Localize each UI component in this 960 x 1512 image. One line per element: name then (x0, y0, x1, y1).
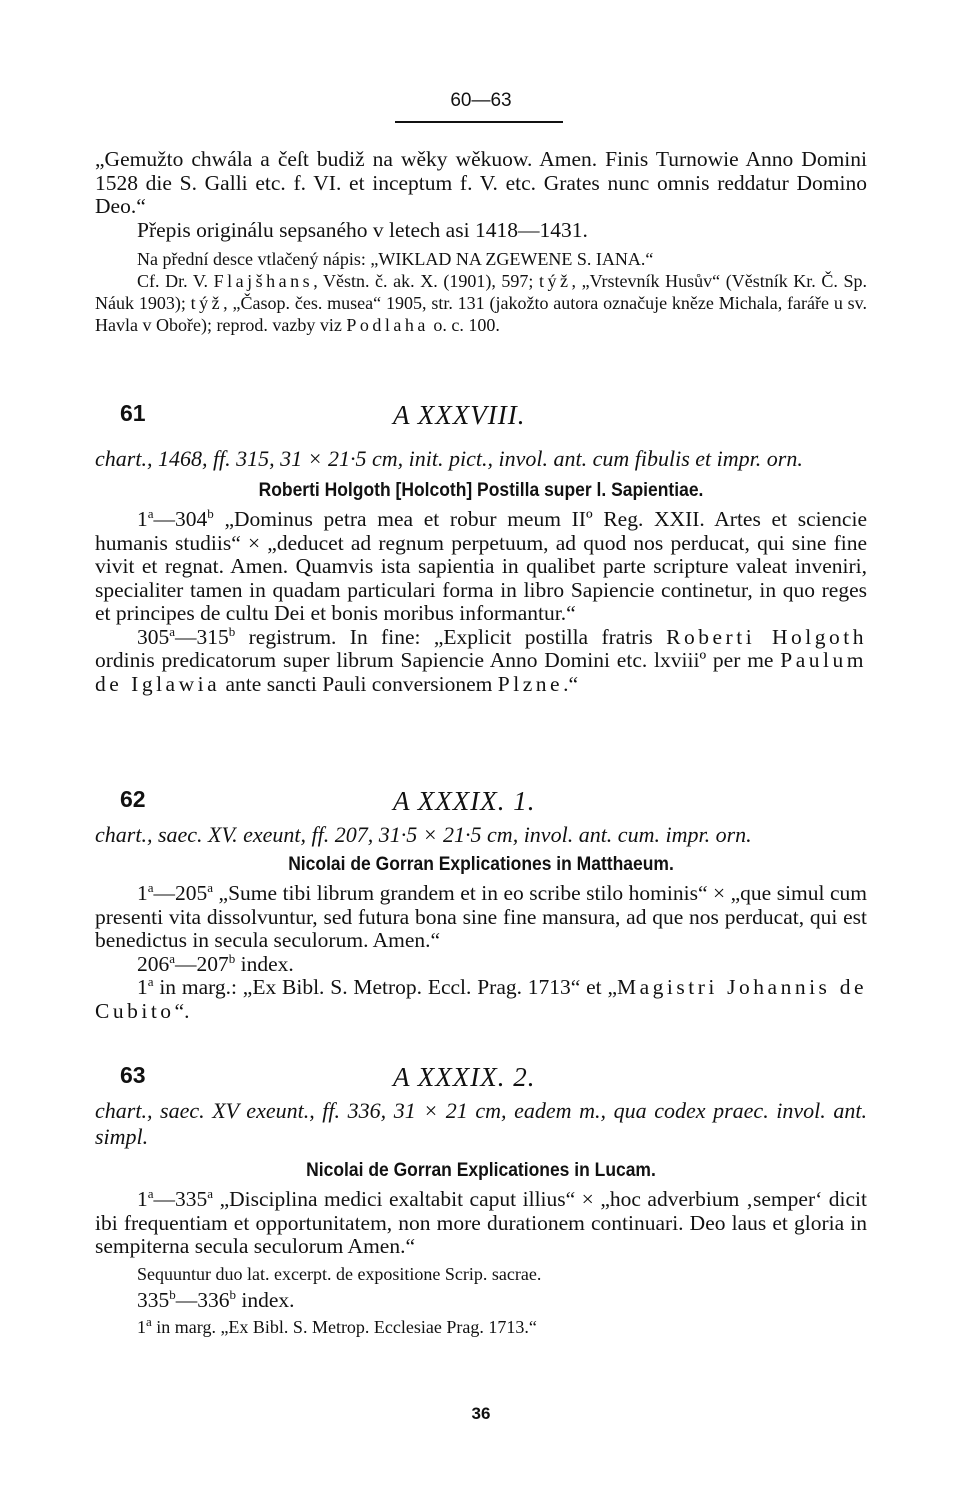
entry-number: 62 (120, 786, 146, 812)
copy-note: Přepis originálu sepsaného v letech asi 1418—1431. (137, 217, 588, 242)
entry-62-head (95, 786, 867, 816)
entry-61 (95, 446, 867, 696)
entry-paragraph: 305$^a$—315$^b$ registrum. In fine: „Explicit postilla fratris Roberti Holgoth ordinis predicatorum super librum Sapiencie Anno Domini etc. lxviiiº per me Paulum de Iglawia ante sancti Pauli conversionem Plzne.“ (95, 623, 867, 696)
author-name: Flajšhans (213, 271, 314, 291)
entry-63 (95, 1098, 867, 1338)
tyz: týž (190, 293, 224, 313)
entry-description: chart., saec. XV. exeunt, ff. 207, 31·5 × 21·5 cm, invol. ant. cum. impr. orn. (95, 822, 752, 847)
entry-paragraph: 1$^a$—304$^b$ „Dominus petra mea et robur meum IIº Reg. XXII. Artes et sciencie humanis studiis“ × „deducet ad regnum perpetuum, ad quod nos perducat, qui sine fine vivit et regnat. Amen. Quamvis ista sapientia in qualibet parte scripture valeat inveniri, specialiter tamen in quadam particulari forma in libro Sapiencie continetur, in quo reges et principes de cultu Dei et bonis moribus informantur.“ (95, 505, 867, 625)
entry-62 (95, 822, 867, 1023)
intro-quote: „Gemužto chwála a čeſt budiž na wěky wěkuow. Amen. Finis Turnowie Anno Domini 1528 die S. Galli etc. f. VI. et inceptum f. V. etc. Grates nunc omnis reddatur Domino Deo.“ (95, 147, 867, 218)
entry-number: 61 (120, 400, 146, 426)
cover-note: Na přední desce vtlačený nápis: „WIKLAD NA ZGEWENE S. IANA.“ (137, 249, 654, 269)
entry-title: Nicolai de Gorran Explicationes in Matthaeum. (288, 854, 674, 875)
entry-description: chart., saec. XV exeunt., ff. 336, 31 × 21 cm, eadem m., qua codex praec. invol. ant. simpl. (95, 1098, 867, 1149)
entry-paragraph: 1$^a$—205$^a$ „Sume tibi librum grandem et in eo scribe stilo hominis“ × „que simul cum presenti vita dissolvuntur, sed futura bona sine fine mansura, ad que nos perducat, qui est benedictus in secula seculorum. Amen.“ (95, 879, 867, 952)
entry-paragraph: 1$^a$—335$^a$ „Disciplina medici exaltabit caput illius“ × „hoc adverbium ‚semper‘ dicit ibi frequentiam et opportunitatem, non more durationem continuari. Deo laus et gloria in sempiterna secula seculorum Amen.“ (95, 1185, 867, 1258)
intro-section (95, 148, 867, 336)
tyz: týž (539, 271, 572, 291)
header-rule (395, 121, 563, 123)
entry-number: 63 (120, 1062, 146, 1088)
page-number: 36 (471, 1404, 491, 1423)
shelf-signature: A XXXIX. 1. (393, 786, 536, 816)
entry-paragraph: 206$^a$—207$^b$ index. (137, 950, 294, 976)
author-name: Podlaha (346, 315, 429, 335)
running-header: 60—63 (450, 90, 512, 111)
cf-note: Cf. Dr. V. Flajšhans, Věstn. č. ak. X. (1901), 597; týž, „Vrstevník Husův“ (Věstník Kr. Č. Sp. Náuk 1903); týž, „Časop. čes. musea“ 1905, str. 131 (jakožto autora označuje kněze Michala, faráře u sv. Havla v Oboře); reprod. vazby viz Podlaha o. c. 100. (95, 271, 868, 335)
entry-title: Nicolai de Gorran Explicationes in Lucam. (306, 1160, 656, 1181)
entry-63-head (95, 1062, 867, 1092)
entry-title: Roberti Holgoth [Holcoth] Postilla super l. Sapientiae. (258, 480, 704, 501)
entry-description: chart., 1468, ff. 315, 31 × 21·5 cm, init. pict., invol. ant. cum fibulis et impr. orn. (95, 446, 803, 471)
shelf-signature: A XXXVIII. (393, 400, 526, 430)
page (95, 0, 867, 1512)
entry-paragraph: 335$^b$—336$^b$ index. (137, 1286, 295, 1312)
entry-paragraph: 1$^a$ in marg. „Ex Bibl. S. Metrop. Ecclesiae Prag. 1713.“ (137, 1314, 537, 1337)
excerpt-note: Sequuntur duo lat. excerpt. de expositione Scrip. sacrae. (137, 1263, 542, 1284)
entry-61-head (95, 400, 867, 430)
shelf-signature: A XXXIX. 2. (393, 1062, 536, 1092)
entry-paragraph: 1$^a$ in marg.: „Ex Bibl. S. Metrop. Eccl. Prag. 1713“ et „Magistri Johannis de Cubito“. (95, 973, 868, 1023)
